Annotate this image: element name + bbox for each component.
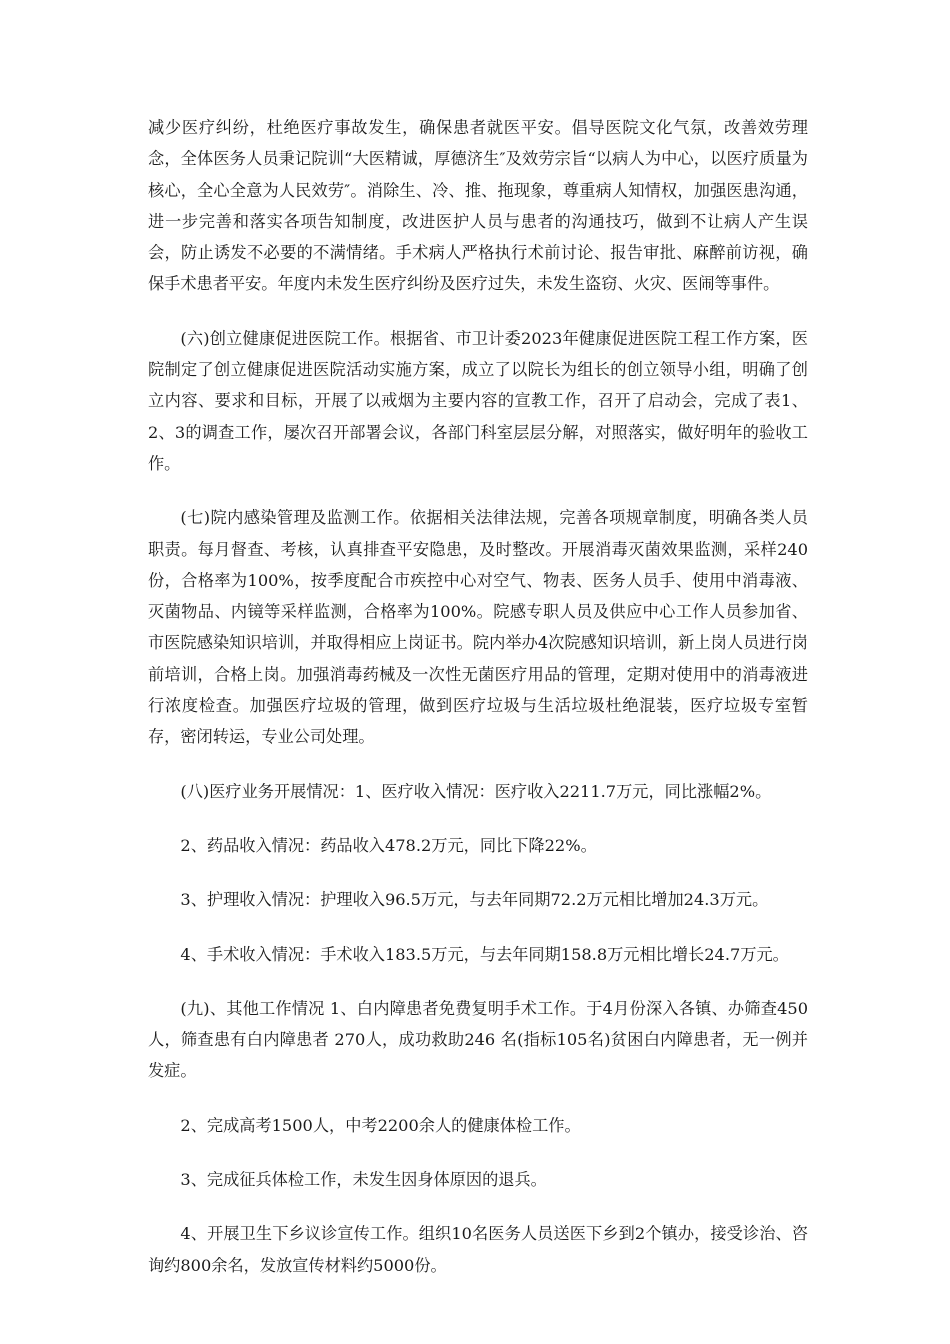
paragraph-section-9-cataract: (九)、其他工作情况 1、白内障患者免费复明手术工作。于4月份深入各镇、办筛查450人，筛查患有白内障患者 270人，成功救助246 名(指标105名)贫困白内障患者，无一例并发症。 [148,998,808,1081]
paragraph-section-9-conscription: 3、完成征兵体检工作，未发生因身体原因的退兵。 [180,1170,547,1190]
paragraph-section-9-exam-checkup: 2、完成高考1500人，中考2200余人的健康体检工作。 [180,1115,581,1135]
paragraph-section-6-health-promotion: (六)创立健康促进医院工作。根据省、市卫计委2023年健康促进医院工程工作方案，医院制定了创立健康促进医院活动实施方案，成立了以院长为组长的创立领导小组，明确了创立内容、要求和目标，开展了以戒烟为主要内容的宣教工作，召开了启动会，完成了表1、2、3的调查工作，屡次召开部署会议，各部门科室层层分解，对照落实，做好明年的验收工作。 [148,328,808,473]
paragraph-section-8-drug-revenue: 2、药品收入情况：药品收入478.2万元，同比下降22%。 [180,835,597,855]
document-page [148,112,808,1304]
paragraph-section-9-outreach: 4、开展卫生下乡议诊宣传工作。组织10名医务人员送医下乡到2个镇办，接受诊治、咨询约800余名，发放宣传材料约5000份。 [148,1224,808,1275]
paragraph-section-7-infection-control: (七)院内感染管理及监测工作。依据相关法律法规，完善各项规章制度，明确各类人员职责。每月督查、考核，认真排查平安隐患，及时整改。开展消毒灭菌效果监测，采样240份，合格率为100%，按季度配合市疾控中心对空气、物表、医务人员手、使用中消毒液、灭菌物品、内镜等采样监测，合格率为100%。院感专职人员及供应中心工作人员参加省、市医院感染知识培训，并取得相应上岗证书。院内举办4次院感知识培训，新上岗人员进行岗前培训，合格上岗。加强消毒药械及一次性无菌医疗用品的管理，定期对使用中的消毒液进行浓度检查。加强医疗垃圾的管理，做到医疗垃圾与生活垃圾杜绝混装，医疗垃圾专室暂存，密闭转运，专业公司处理。 [148,508,808,747]
paragraph-section-8-medical-revenue: (八)医疗业务开展情况：1、医疗收入情况：医疗收入2211.7万元，同比涨幅2%。 [180,781,772,801]
paragraph-section-8-surgery-revenue: 4、手术收入情况：手术收入183.5万元，与去年同期158.8万元相比增长24.7万元。 [180,944,789,964]
paragraph-section-8-nursing-revenue: 3、护理收入情况：护理收入96.5万元，与去年同期72.2万元相比增加24.3万元。 [180,890,769,910]
paragraph-intro-continued: 减少医疗纠纷，杜绝医疗事故发生，确保患者就医平安。倡导医院文化气氛，改善效劳理念，全体医务人员秉记院训“大医精诚，厚德济生″及效劳宗旨“以病人为中心，以医疗质量为核心，全心全意为人民效劳″。消除生、冷、推、拖现象，尊重病人知情权，加强医患沟通，进一步完善和落实各项告知制度，改进医护人员与患者的沟通技巧，做到不让病人产生误会，防止诱发不必要的不满情绪。手术病人严格执行术前讨论、报告审批、麻醉前访视，确保手术患者平安。年度内未发生医疗纠纷及医疗过失，未发生盗窃、火灾、医闹等事件。 [148,118,808,294]
